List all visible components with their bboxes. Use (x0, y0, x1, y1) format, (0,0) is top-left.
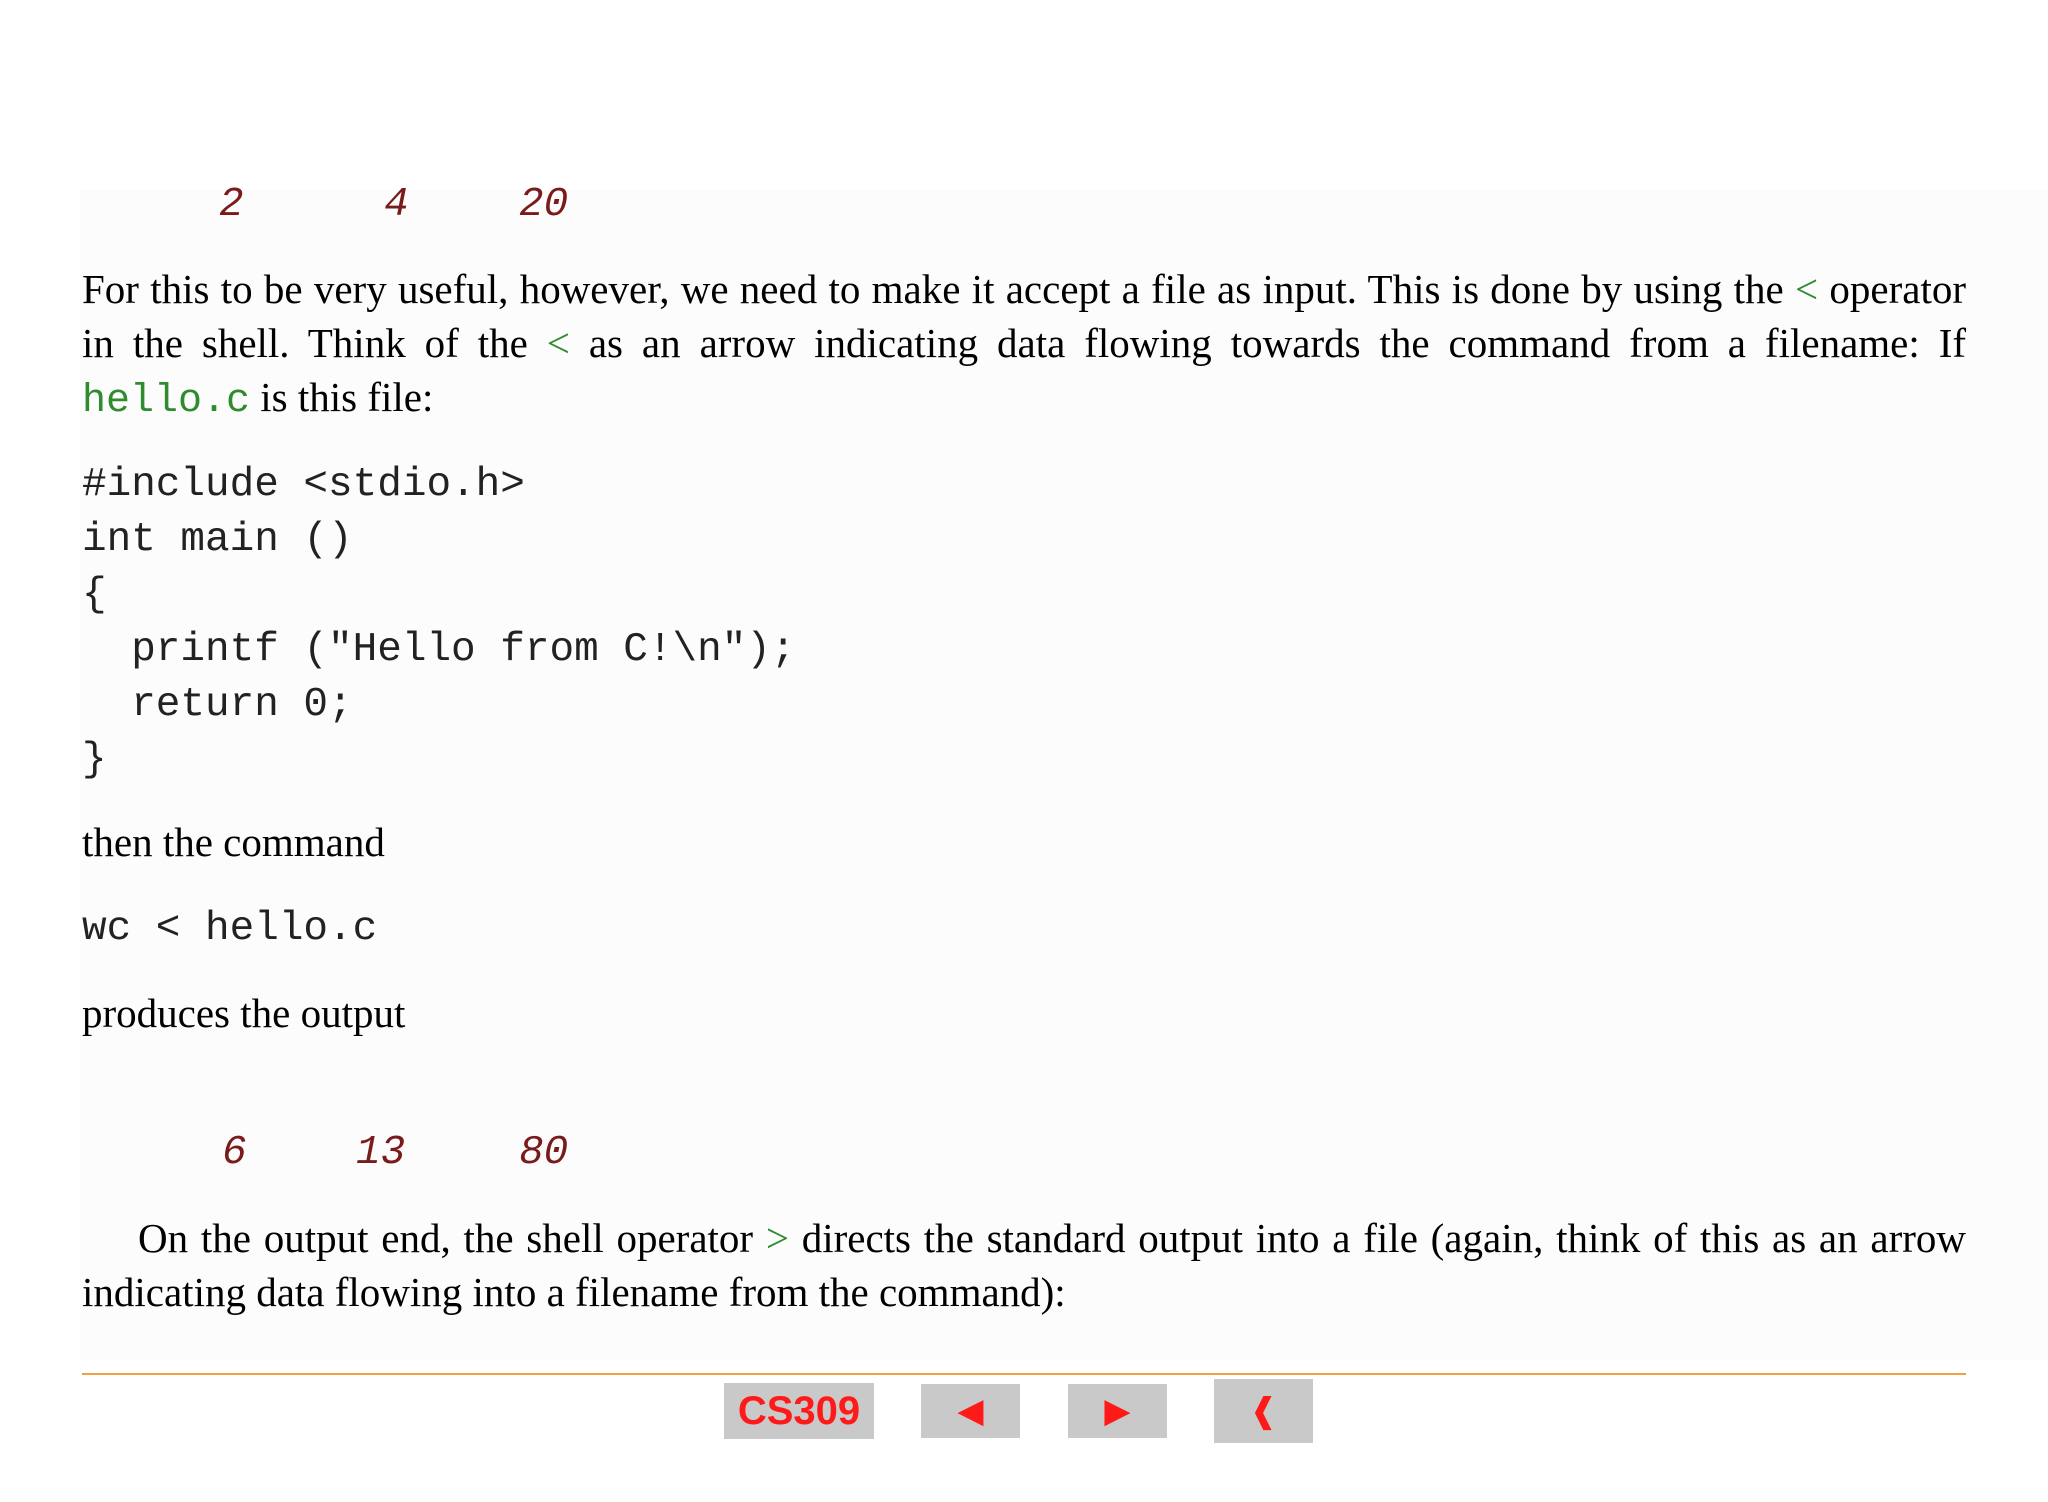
command-wc-redirect: wc < hello.c (82, 906, 378, 952)
paragraph-text: For this to be very useful, however, we need to make it accept a file as input. This is done by using the (82, 266, 1796, 312)
next-arrow-icon: ▶ (1104, 1391, 1131, 1431)
paragraph-text: directs the standard output into a file (again, think of this as an arrow indicating data flowing into a filename from the command): (82, 1215, 1966, 1315)
output-value-chars: 80 (519, 1130, 569, 1176)
next-slide-button[interactable] (1068, 1384, 1167, 1438)
output-value-lines: 2 (219, 182, 244, 228)
text-then-command: then the command (82, 819, 385, 865)
paragraph-input-redirect (82, 262, 1966, 429)
paragraph-text: On the output end, the shell operator (138, 1215, 766, 1261)
back-arrow-icon: ❰ (1249, 1391, 1278, 1431)
output-value-lines: 6 (222, 1130, 247, 1176)
filename-hello-c: hello.c (82, 379, 251, 424)
operator-greater-than: > (765, 1215, 789, 1261)
paragraph-text: operator in the shell. Think of the (82, 266, 1967, 366)
course-label: CS309 (737, 1388, 861, 1433)
output-value-words: 13 (356, 1130, 406, 1176)
paragraph-text: as an arrow indicating data flowing towards the command from a filename: If (569, 320, 1966, 366)
paragraph-output-redirect (82, 1211, 1966, 1319)
back-button[interactable] (1214, 1379, 1313, 1443)
text-produces-output: produces the output (82, 990, 406, 1036)
output-value-chars: 20 (519, 182, 569, 228)
operator-less-than: < (546, 320, 570, 366)
operator-less-than: < (1795, 266, 1819, 312)
footer-divider (82, 1373, 1966, 1375)
output-value-words: 4 (384, 182, 409, 228)
course-home-button[interactable] (724, 1383, 874, 1439)
previous-arrow-icon: ◀ (957, 1391, 984, 1431)
prev-slide-button[interactable] (921, 1384, 1020, 1438)
paragraph-text: is this file: (250, 374, 434, 420)
code-block-hello-c: #include <stdio.h> int main () { printf ("Hello from C!\n"); return 0; } (82, 462, 796, 783)
